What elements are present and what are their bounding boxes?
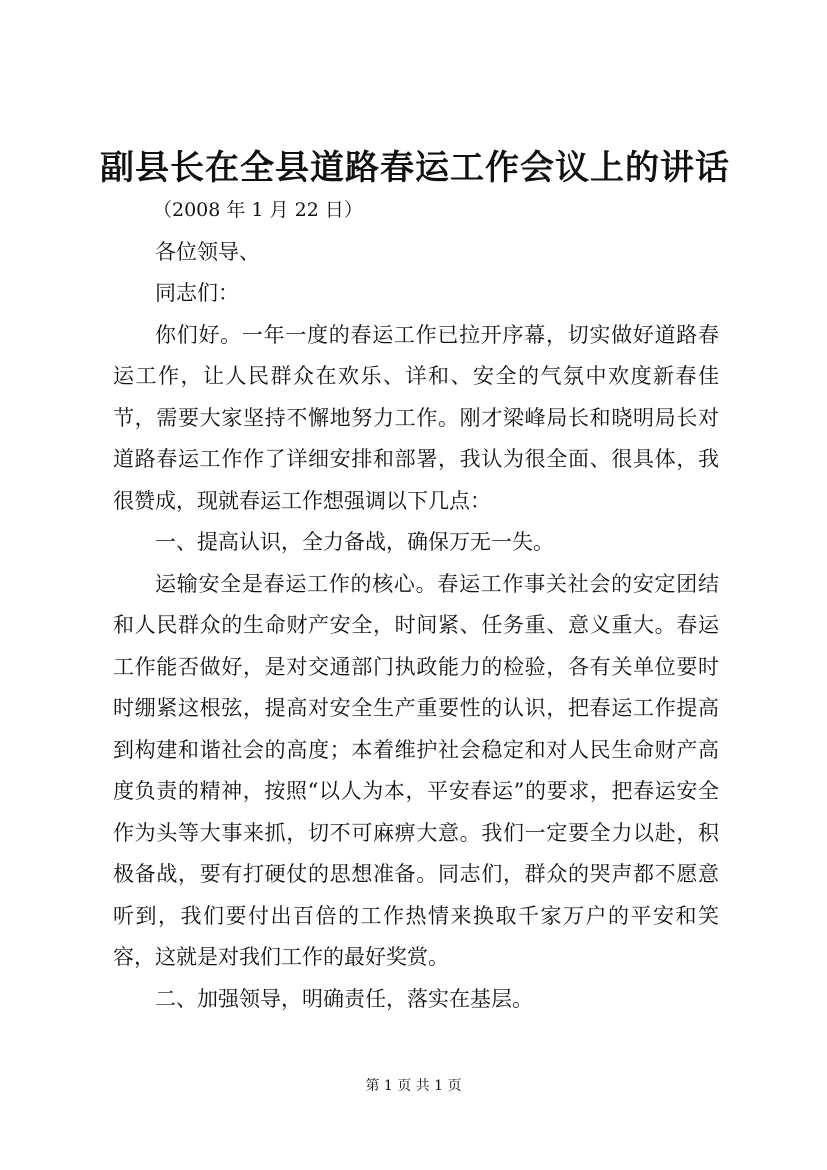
document-title: 副县长在全县道路春运工作会议上的讲话 (100, 148, 730, 188)
section-heading-1: 一、提高认识，全力备战，确保万无一失。 (155, 530, 554, 554)
section-heading-2: 二、加强领导，明确责任，落实在基层。 (155, 986, 533, 1011)
page-number-footer: 第 1 页 共 1 页 (365, 1078, 462, 1094)
speech-date: （2008 年 1 月 22 日） (153, 199, 363, 221)
opening-paragraph: 你们好。一年一度的春运工作已拉开序幕，切实做好道路春运工作，让人民群众在欢乐、详和、安全的气氛中欢度新春佳节，需要大家坚持不懈地努力工作。刚才梁峰局长和晓明局长对道路春运工作作了详细安排和部署，我认为很全面、很具体，我很赞成，现就春运工作想强调以下几点： (113, 322, 719, 513)
document-body (113, 190, 719, 1020)
salutation-comrades: 同志们： (155, 281, 239, 305)
salutation-leaders: 各位领导、 (155, 239, 260, 264)
section-1-paragraph: 运输安全是春运工作的核心。春运工作事关社会的安定团结和人民群众的生命财产安全，时间紧、任务重、意义重大。春运工作能否做好，是对交通部门执政能力的检验，各有关单位要时时绷紧这根弦，提高对安全生产重要性的认识，把春运工作提高到构建和谐社会的高度；本着维护社会稳定和对人民生命财产高度负责的精神，按照“以人为本，平安春运”的要求，把春运安全作为头等大事来抓，切不可麻痹大意。我们一定要全力以赴，积极备战，要有打硬仗的思想准备。同志们，群众的哭声都不愿意听到，我们要付出百倍的工作热情来换取千家万户的平安和笑容，这就是对我们工作的最好奖赏。 (113, 571, 719, 969)
